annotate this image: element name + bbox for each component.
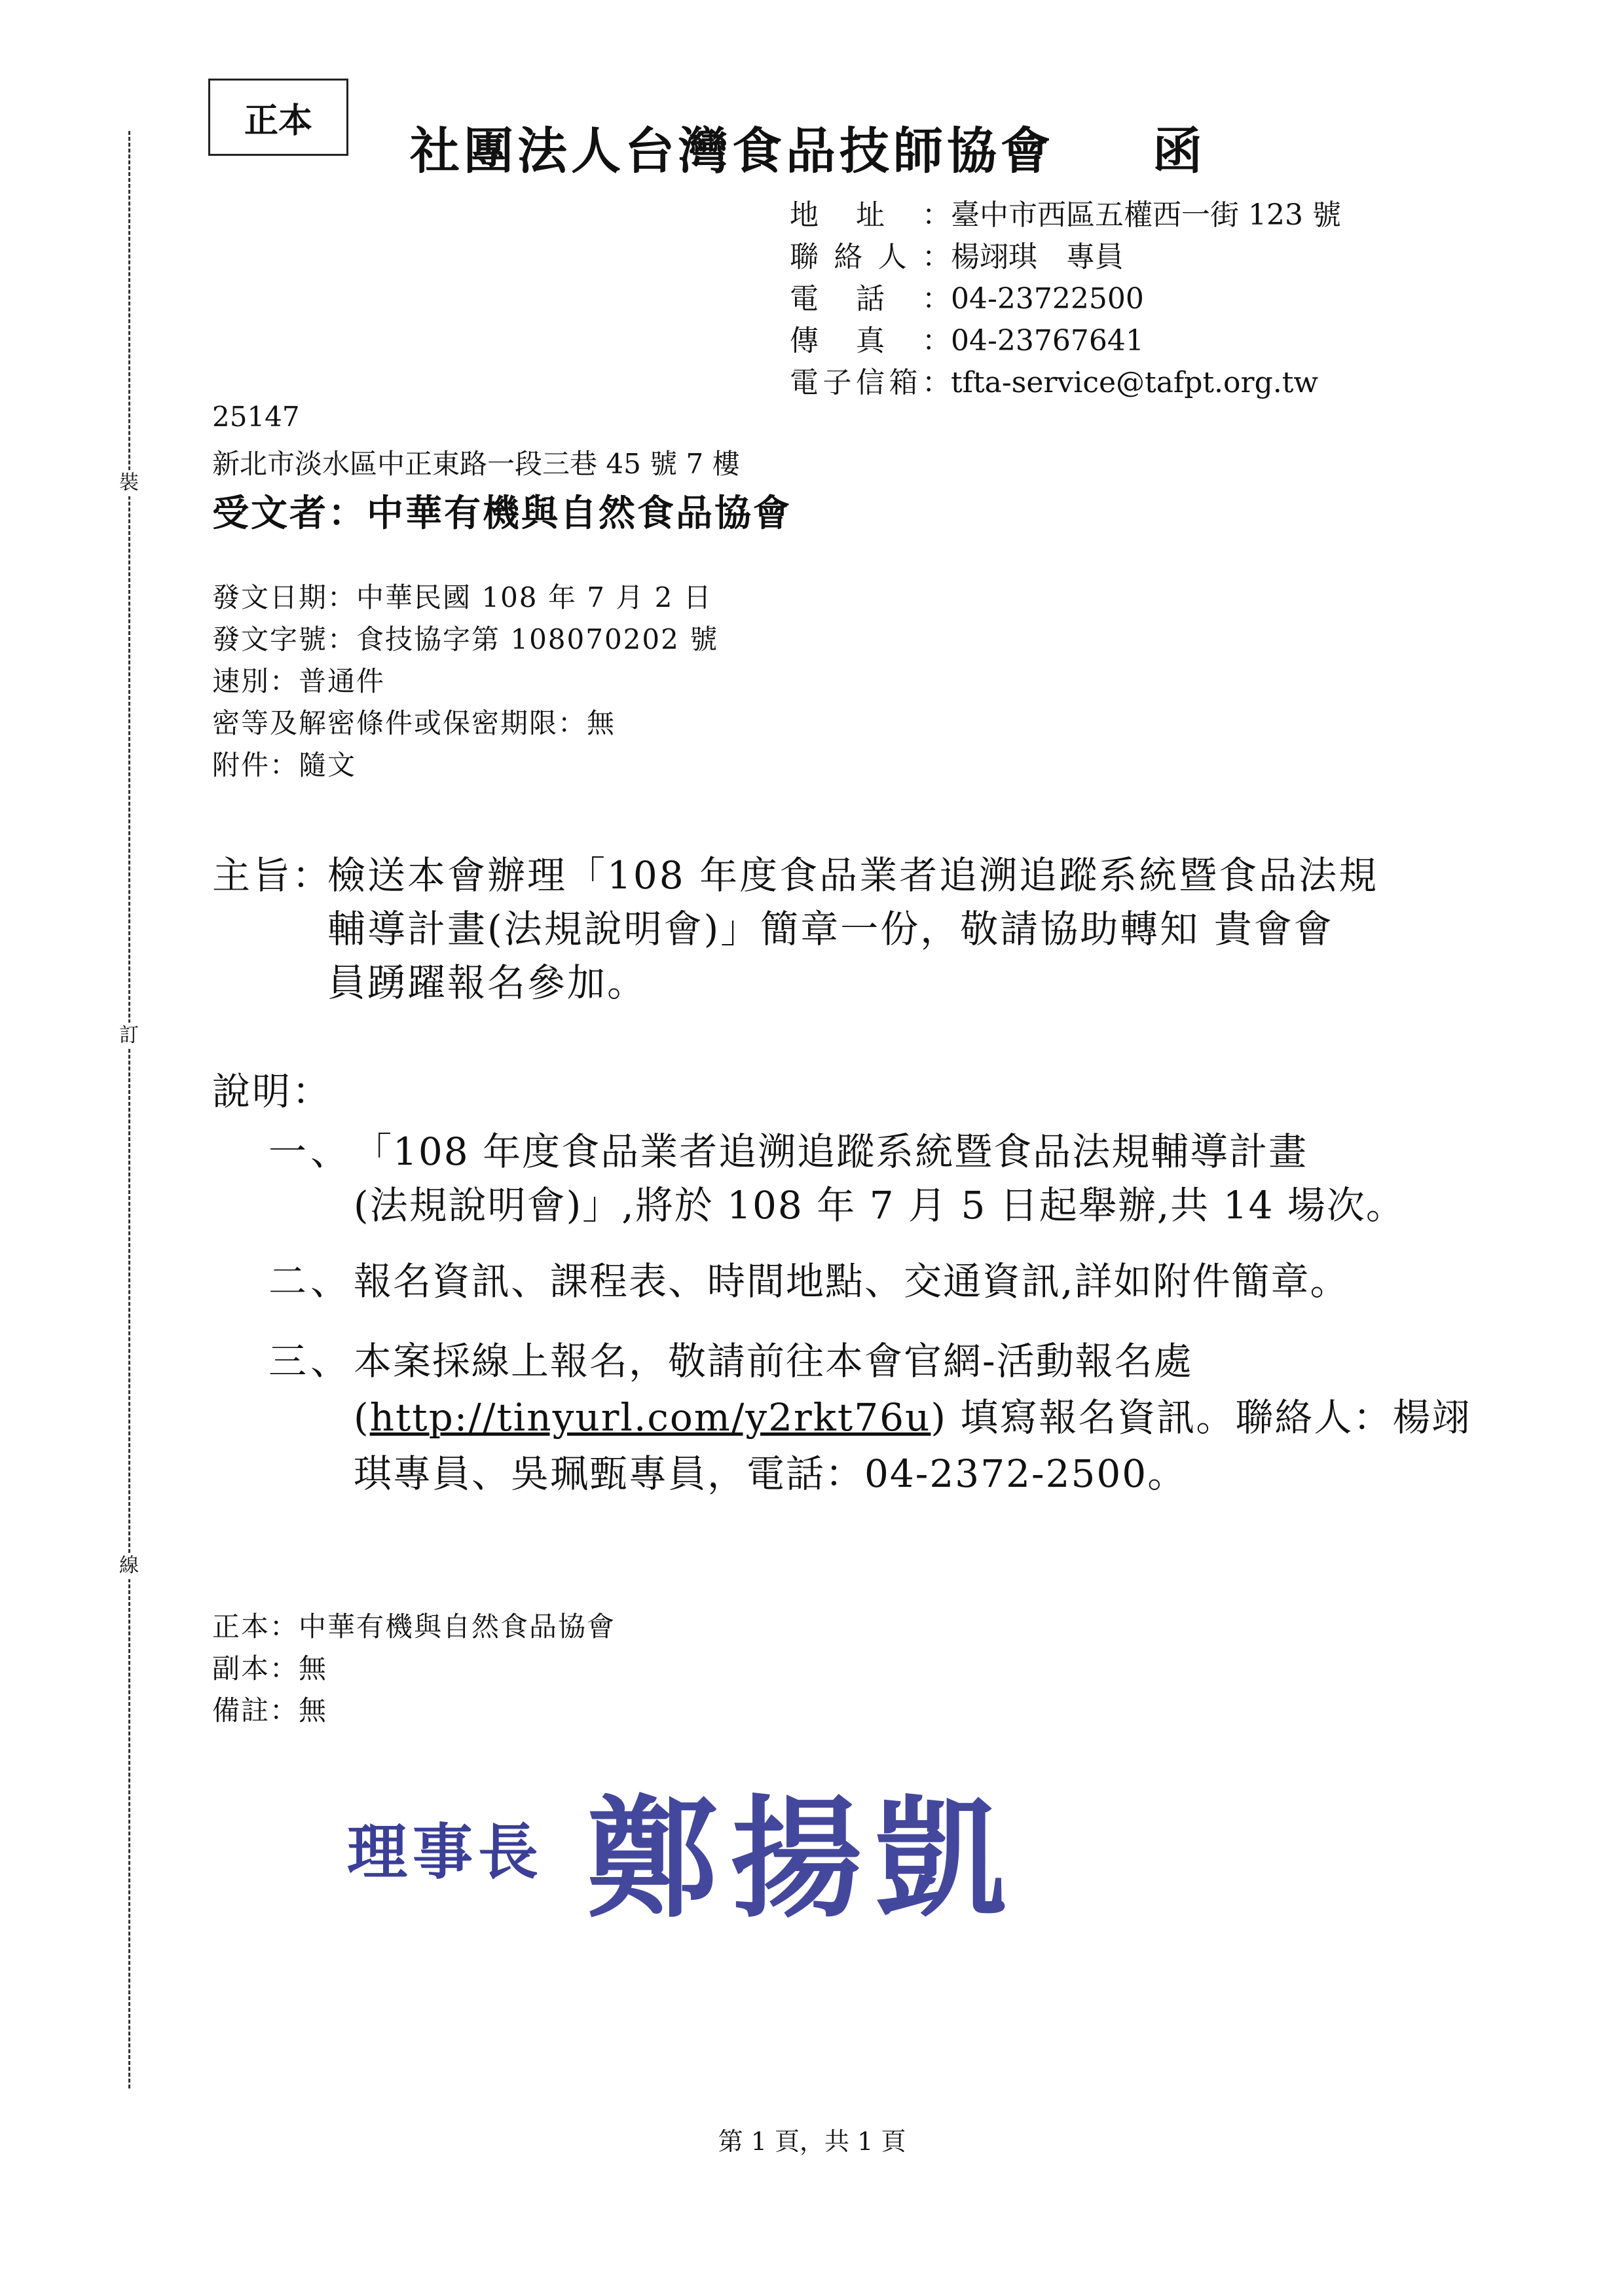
contact-phone [790,275,1144,317]
binding-char-xian: 線 [119,1553,139,1579]
contact-person [790,233,1124,275]
seal-title: 理事長 [347,1817,544,1887]
contact-person-value: 楊翊琪 專員 [951,240,1124,274]
contact-email-label: 電子信箱： [790,366,951,399]
link-open-paren: ( [354,1395,370,1440]
document-number: 發文字號：食技協字第 108070202 號 [212,623,719,655]
seal-name: 鄭揚凱 [587,1782,1020,1936]
contact-phone-value: 04-23722500 [951,282,1144,316]
item-2-number: 二、 [268,1259,353,1303]
document-type: 函 [1153,122,1202,180]
item-1-line-1: 「108 年度食品業者追溯追蹤系統暨食品法規輔導計畫 [354,1129,1308,1174]
chairman-seal [338,1741,1032,1936]
subject-label: 主旨： [212,853,333,898]
speed-class: 速別：普通件 [212,665,386,697]
item-1-line-2: (法規說明會)」,將於 108 年 7 月 5 日起舉辦,共 14 場次。 [354,1183,1405,1228]
distribution-copy: 副本：無 [212,1652,328,1685]
contact-fax [790,317,1144,359]
item-2-line-1: 報名資訊、課程表、時間地點、交通資訊,詳如附件簡章。 [354,1259,1350,1303]
distribution-note: 備註：無 [212,1694,328,1726]
contact-person-label: 聯絡人： [790,240,951,274]
item-1-number: 一、 [268,1129,353,1174]
contact-email-value[interactable]: tfta-service@tafpt.org.tw [951,366,1319,399]
contact-phone-label: 電話： [790,282,951,316]
item-3-line-2-suffix: ) 填寫報名資訊。聯絡人：楊翊 [931,1395,1471,1440]
secrecy-class: 密等及解密條件或保密期限：無 [212,707,616,739]
item-3-line-2 [354,1387,1471,1442]
subject-line-3: 員踴躍報名參加。 [327,960,648,1005]
explanation-label: 說明： [212,1069,333,1114]
recipient: 受文者：中華有機與自然食品協會 [212,492,792,535]
item-3-line-3: 琪專員、吳珮甄專員，電話：04-2372-2500。 [354,1451,1187,1496]
distribution-original: 正本：中華有機與自然食品協會 [212,1611,616,1643]
item-3-number: 三、 [268,1339,353,1383]
subject-line-1: 檢送本會辦理「108 年度食品業者追溯追蹤系統暨食品法規 [327,853,1379,898]
binding-line [128,131,130,2088]
contact-address-label: 地址： [790,198,951,232]
registration-link[interactable]: http://tinyurl.com/y2rkt76u [369,1395,931,1440]
issue-date: 發文日期：中華民國 108 年 7 月 2 日 [212,581,712,613]
attachment-note: 附件：隨文 [212,749,357,781]
organization-title: 社團法人台灣食品技師協會 [410,122,1054,180]
contact-email [790,359,1318,401]
postal-code: 25147 [212,401,300,433]
contact-fax-label: 傳真： [790,324,951,357]
item-3-line-1: 本案採線上報名，敬請前往本會官網-活動報名處 [354,1339,1193,1383]
page-number: 第 1 頁，共 1 頁 [718,2127,906,2156]
contact-address-value: 臺中市西區五權西一街 123 號 [951,198,1341,232]
binding-char-ding: 訂 [119,1023,139,1049]
subject-line-2: 輔導計畫(法規說明會)」簡章一份，敬請協助轉知 貴會會 [327,907,1334,951]
recipient-address: 新北市淡水區中正東路一段三巷 45 號 7 樓 [212,448,740,480]
binding-char-zhuang: 裝 [119,470,139,496]
original-copy-mark: 正本 [208,79,348,156]
contact-address [790,191,1341,233]
contact-fax-value: 04-23767641 [951,324,1144,357]
